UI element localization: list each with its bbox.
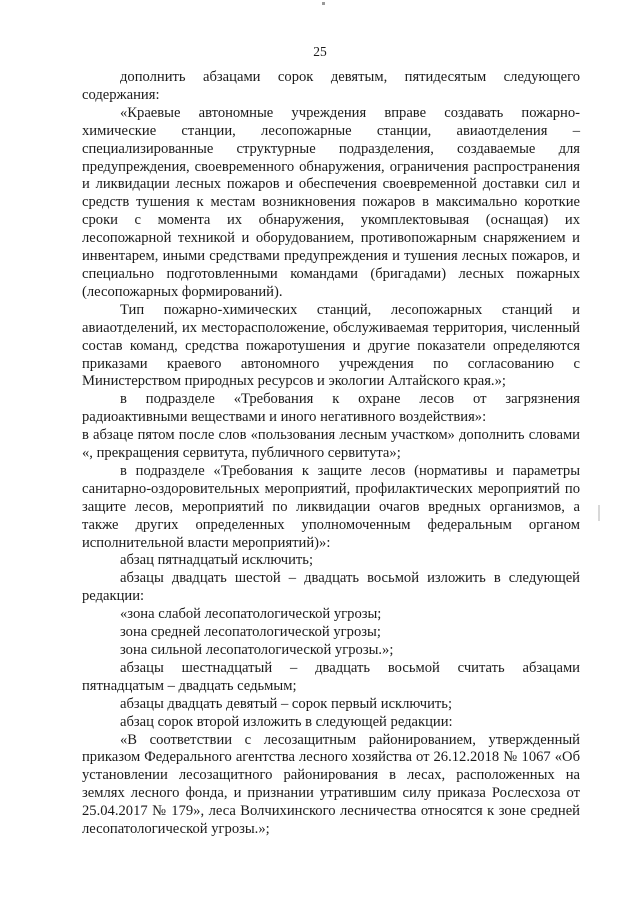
scan-speck [598, 505, 600, 521]
paragraph: «В соответствии с лесозащитным районированием, утвержденный приказом Федерального агентства лесного хозяйства от 26.12.2018 № 1067 «Об установлении лесозащитного районирования в лесах, расположенных на землях лесного фонда, и признании утратившим силу приказа Рослесхоза от 25.04.2017 № 179», леса Волчихинского лесничества относятся к зоне средней лесопатологической угрозы.»; [82, 731, 580, 838]
scan-mark [322, 2, 325, 5]
paragraph: дополнить абзацами сорок девятым, пятидесятым следующего содержания: [82, 69, 580, 103]
paragraph: в подразделе «Требования к охране лесов от загрязнения радиоактивными веществами и иного негативного воздействия»: [82, 391, 580, 426]
paragraph: абзацы двадцать шестой – двадцать восьмой изложить в следующей редакции: [82, 570, 580, 605]
paragraph: Тип пожарно-химических станций, лесопожарных станций и авиаотделений, их месторасположение, обслуживаемая территория, численный состав команд, средства пожаротушения и другие показатели определяются приказами краевого автономного учреждения по согласованию с Министерством природных ресурсов и экологии Алтайского края.»; [82, 301, 580, 390]
paragraph: зона средней лесопатологической угрозы; [120, 624, 381, 641]
paragraph: абзац пятнадцатый исключить; [120, 552, 314, 569]
paragraph: абзац сорок второй изложить в следующей редакции: [120, 713, 453, 730]
page-number: 25 [313, 44, 327, 59]
paragraph: абзацы шестнадцатый – двадцать восьмой считать абзацами пятнадцатым – двадцать седьмым; [82, 659, 580, 694]
paragraph: «Краевые автономные учреждения вправе создавать пожарно-химические станции, лесопожарные станции, авиаотделения – специализированные структурные подразделения, создаваемые для предупреждения, своевременного обнаружения, ограничения распространения и ликвидации лесных пожаров и обеспечения своевременной доставки сил и средств тушения к местам возникновения пожаров в максимально короткие сроки с момента их обнаружения, укомплектовывая (оснащая) их лесопожарной техникой и оборудованием, противопожарным снаряжением и инвентарем, иными средствами предупреждения и тушения лесных пожаров, и специально подготовленными командами (бригадами) лесных пожарных (лесопожарных формирований). [82, 104, 580, 300]
paragraph: в подразделе «Требования к защите лесов (нормативы и параметры санитарно-оздоровительных мероприятий, профилактических мероприятий по защите лесов, мероприятий по ликвидации очагов вредных организмов, а также других определенных уполномоченным федеральным органом исполнительной власти мероприятий)»: [82, 462, 580, 551]
paragraph: в абзаце пятом после слов «пользования лесным участком» дополнить словами «, прекращения сервитута, публичного сервитута»; [82, 427, 580, 462]
paragraph: абзацы двадцать девятый – сорок первый исключить; [120, 695, 453, 712]
paragraph: «зона слабой лесопатологической угрозы; [120, 606, 382, 623]
document-body [82, 69, 580, 839]
paragraph: зона сильной лесопатологической угрозы.»; [120, 642, 394, 658]
